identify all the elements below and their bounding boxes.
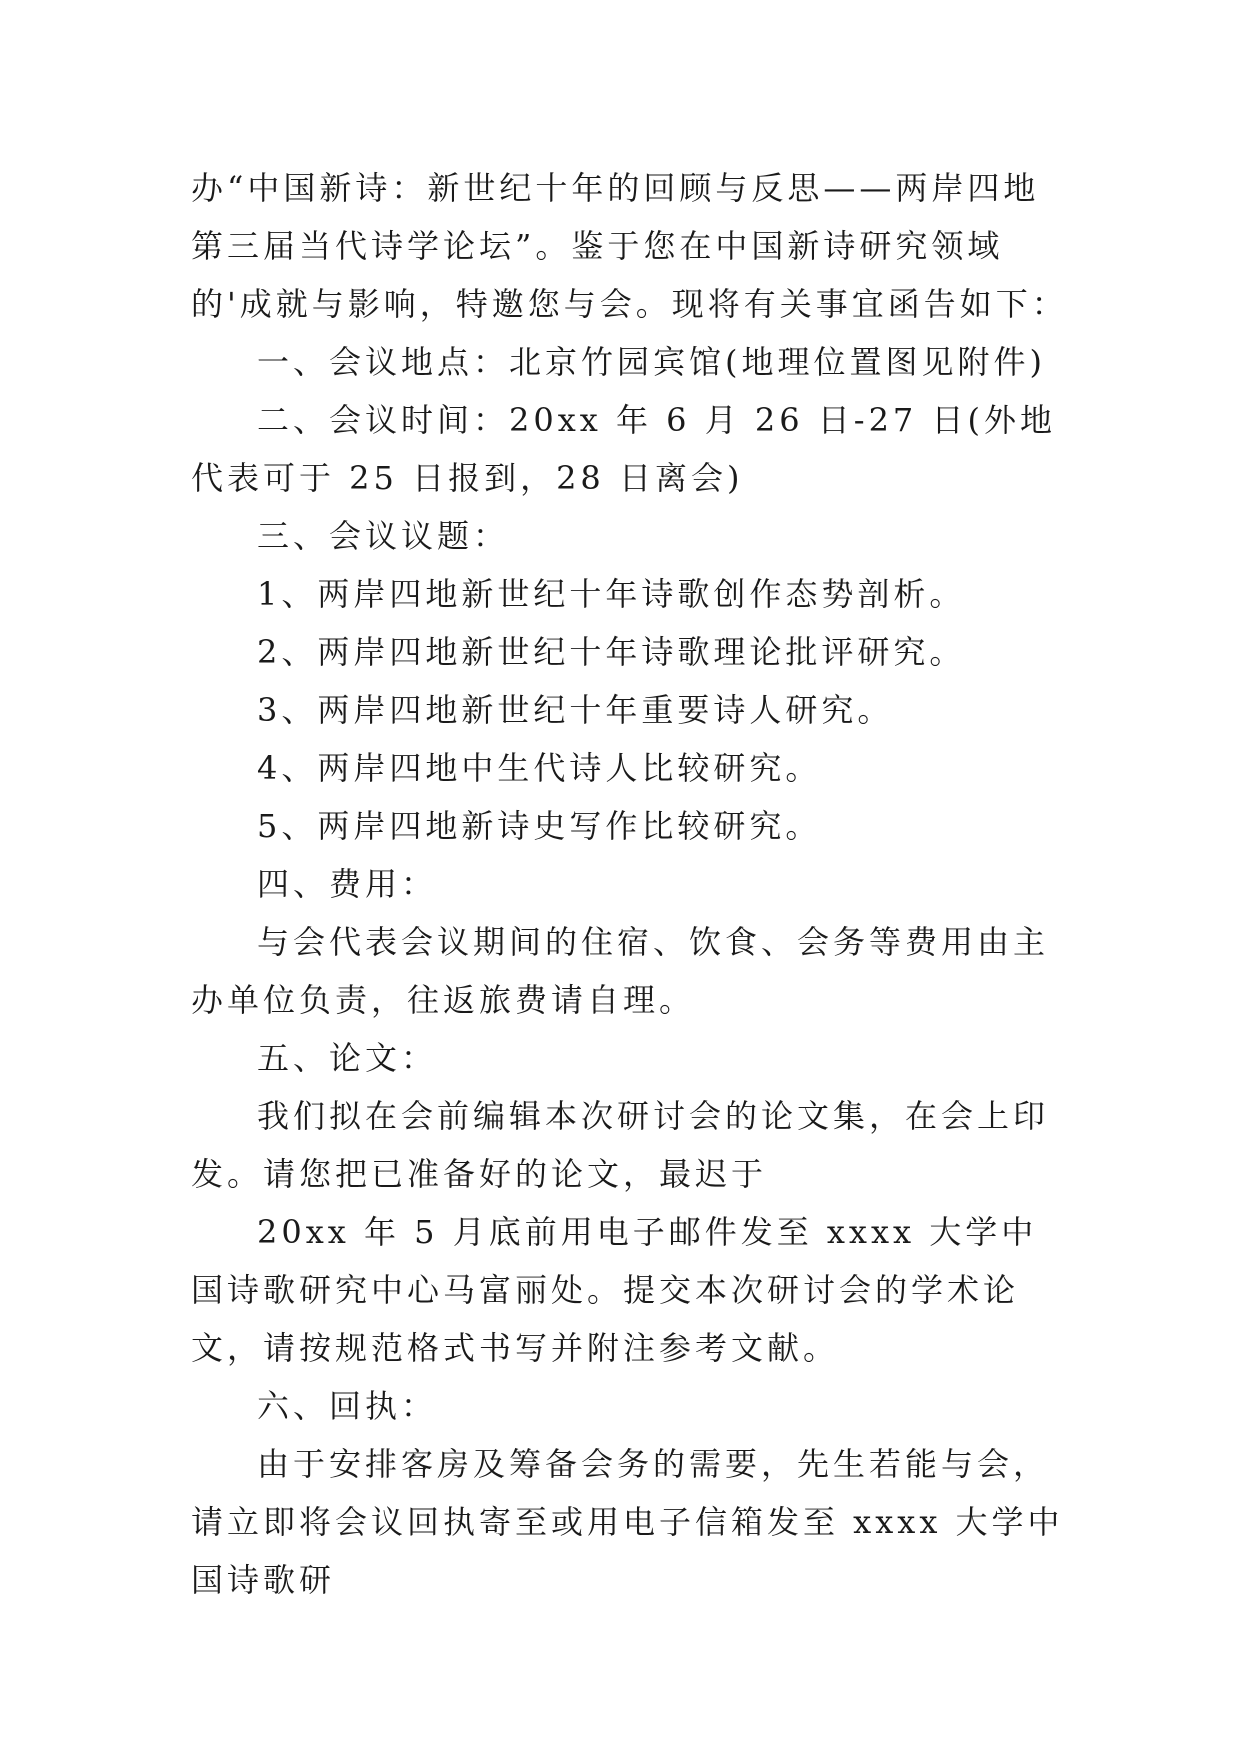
heading-topics: 三、会议议题：: [257, 517, 510, 555]
document-body: [191, 159, 1071, 1609]
paragraph-time: 二、会议时间：20xx 年 6 月 26 日-27 日(外地代表可于 25 日报到，28 日离会): [191, 401, 1056, 497]
list-item-topic-4: 4、两岸四地中生代诗人比较研究。: [257, 749, 822, 787]
paragraph-venue: 一、会议地点：北京竹园宾馆(地理位置图见附件): [257, 343, 1046, 381]
paragraph-intro: 办“中国新诗：新世纪十年的回顾与反思——两岸四地第三届当代诗学论坛”。鉴于您在中国新诗研究领域的'成就与影响，特邀您与会。现将有关事宜函告如下：: [191, 169, 1068, 323]
list-item-topic-3: 3、两岸四地新世纪十年重要诗人研究。: [257, 691, 894, 729]
paragraph-reply: 由于安排客房及筹备会务的需要，先生若能与会，请立即将会议回执寄至或用电子信箱发至 xxxx 大学中国诗歌研: [191, 1445, 1064, 1599]
heading-reply: 六、回执：: [257, 1387, 438, 1425]
paragraph-papers: 我们拟在会前编辑本次研讨会的论文集，在会上印发。请您把已准备好的论文，最迟于: [191, 1097, 1050, 1193]
paragraph-submission: 20xx 年 5 月底前用电子邮件发至 xxxx 大学中国诗歌研究中心马富丽处。提交本次研讨会的学术论文，请按规范格式书写并附注参考文献。: [191, 1213, 1038, 1367]
heading-fees: 四、费用：: [257, 865, 438, 903]
list-item-topic-1: 1、两岸四地新世纪十年诗歌创作态势剖析。: [257, 575, 966, 613]
list-item-topic-2: 2、两岸四地新世纪十年诗歌理论批评研究。: [257, 633, 966, 671]
paragraph-fees: 与会代表会议期间的住宿、饮食、会务等费用由主办单位负责，往返旅费请自理。: [191, 923, 1050, 1019]
heading-papers: 五、论文：: [257, 1039, 438, 1077]
list-item-topic-5: 5、两岸四地新诗史写作比较研究。: [257, 807, 822, 845]
